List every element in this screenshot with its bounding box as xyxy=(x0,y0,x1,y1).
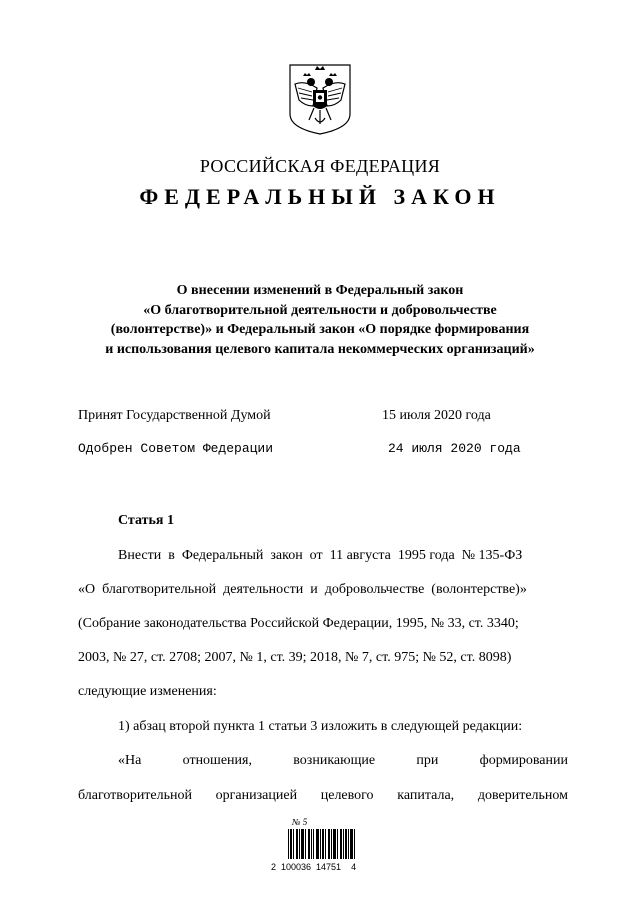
state-emblem xyxy=(287,62,353,136)
article-text-line: следующие изменения: xyxy=(78,684,217,699)
article-text-line: Внести в Федеральный закон от 11 августа 1995 года № 135-ФЗ xyxy=(118,548,523,563)
article-text-line: «На отношения, возникающие при формировании xyxy=(118,753,568,768)
article-text-line: 1) абзац второй пункта 1 статьи 3 изложить в следующей редакции: xyxy=(118,719,523,734)
article-text-line: 2003, № 27, ст. 2708; 2007, № 1, ст. 39; 2018, № 7, ст. 975; № 52, ст. 8098) xyxy=(78,650,512,665)
barcode xyxy=(286,815,358,861)
article-text-line: «О благотворительной деятельности и добровольчестве (волонтерстве)» xyxy=(78,582,527,597)
document-type-heading: ФЕДЕРАЛЬНЫЙ ЗАКОН xyxy=(139,184,501,209)
law-title-line: О внесении изменений в Федеральный закон xyxy=(176,283,464,298)
law-title-line: и использования целевого капитала некоммерческих организаций» xyxy=(105,341,535,357)
barcode-number: 2 100036 14751 4 xyxy=(271,862,357,872)
law-title-line: «О благотворительной деятельности и добровольчестве xyxy=(143,302,497,318)
council-approval-date: 24 июля 2020 года xyxy=(388,441,521,456)
article-heading: Статья 1 xyxy=(118,513,174,528)
article-text-line: (Собрание законодательства Российской Федерации, 1995, № 33, ст. 3340; xyxy=(78,616,519,631)
duma-adoption-label: Принят Государственной Думой xyxy=(78,408,271,423)
article-text-line: благотворительной организацией целевого капитала, доверительном xyxy=(78,788,568,803)
country-heading: РОССИЙСКАЯ ФЕДЕРАЦИЯ xyxy=(199,156,441,176)
barcode-mark: № 5 xyxy=(292,817,308,827)
council-approval-label: Одобрен Советом Федерации xyxy=(78,441,274,456)
law-title xyxy=(60,281,580,359)
duma-adoption-date: 15 июля 2020 года xyxy=(382,408,491,423)
law-title-line: (волонтерстве)» и Федеральный закон «О порядке формирования xyxy=(110,322,530,337)
